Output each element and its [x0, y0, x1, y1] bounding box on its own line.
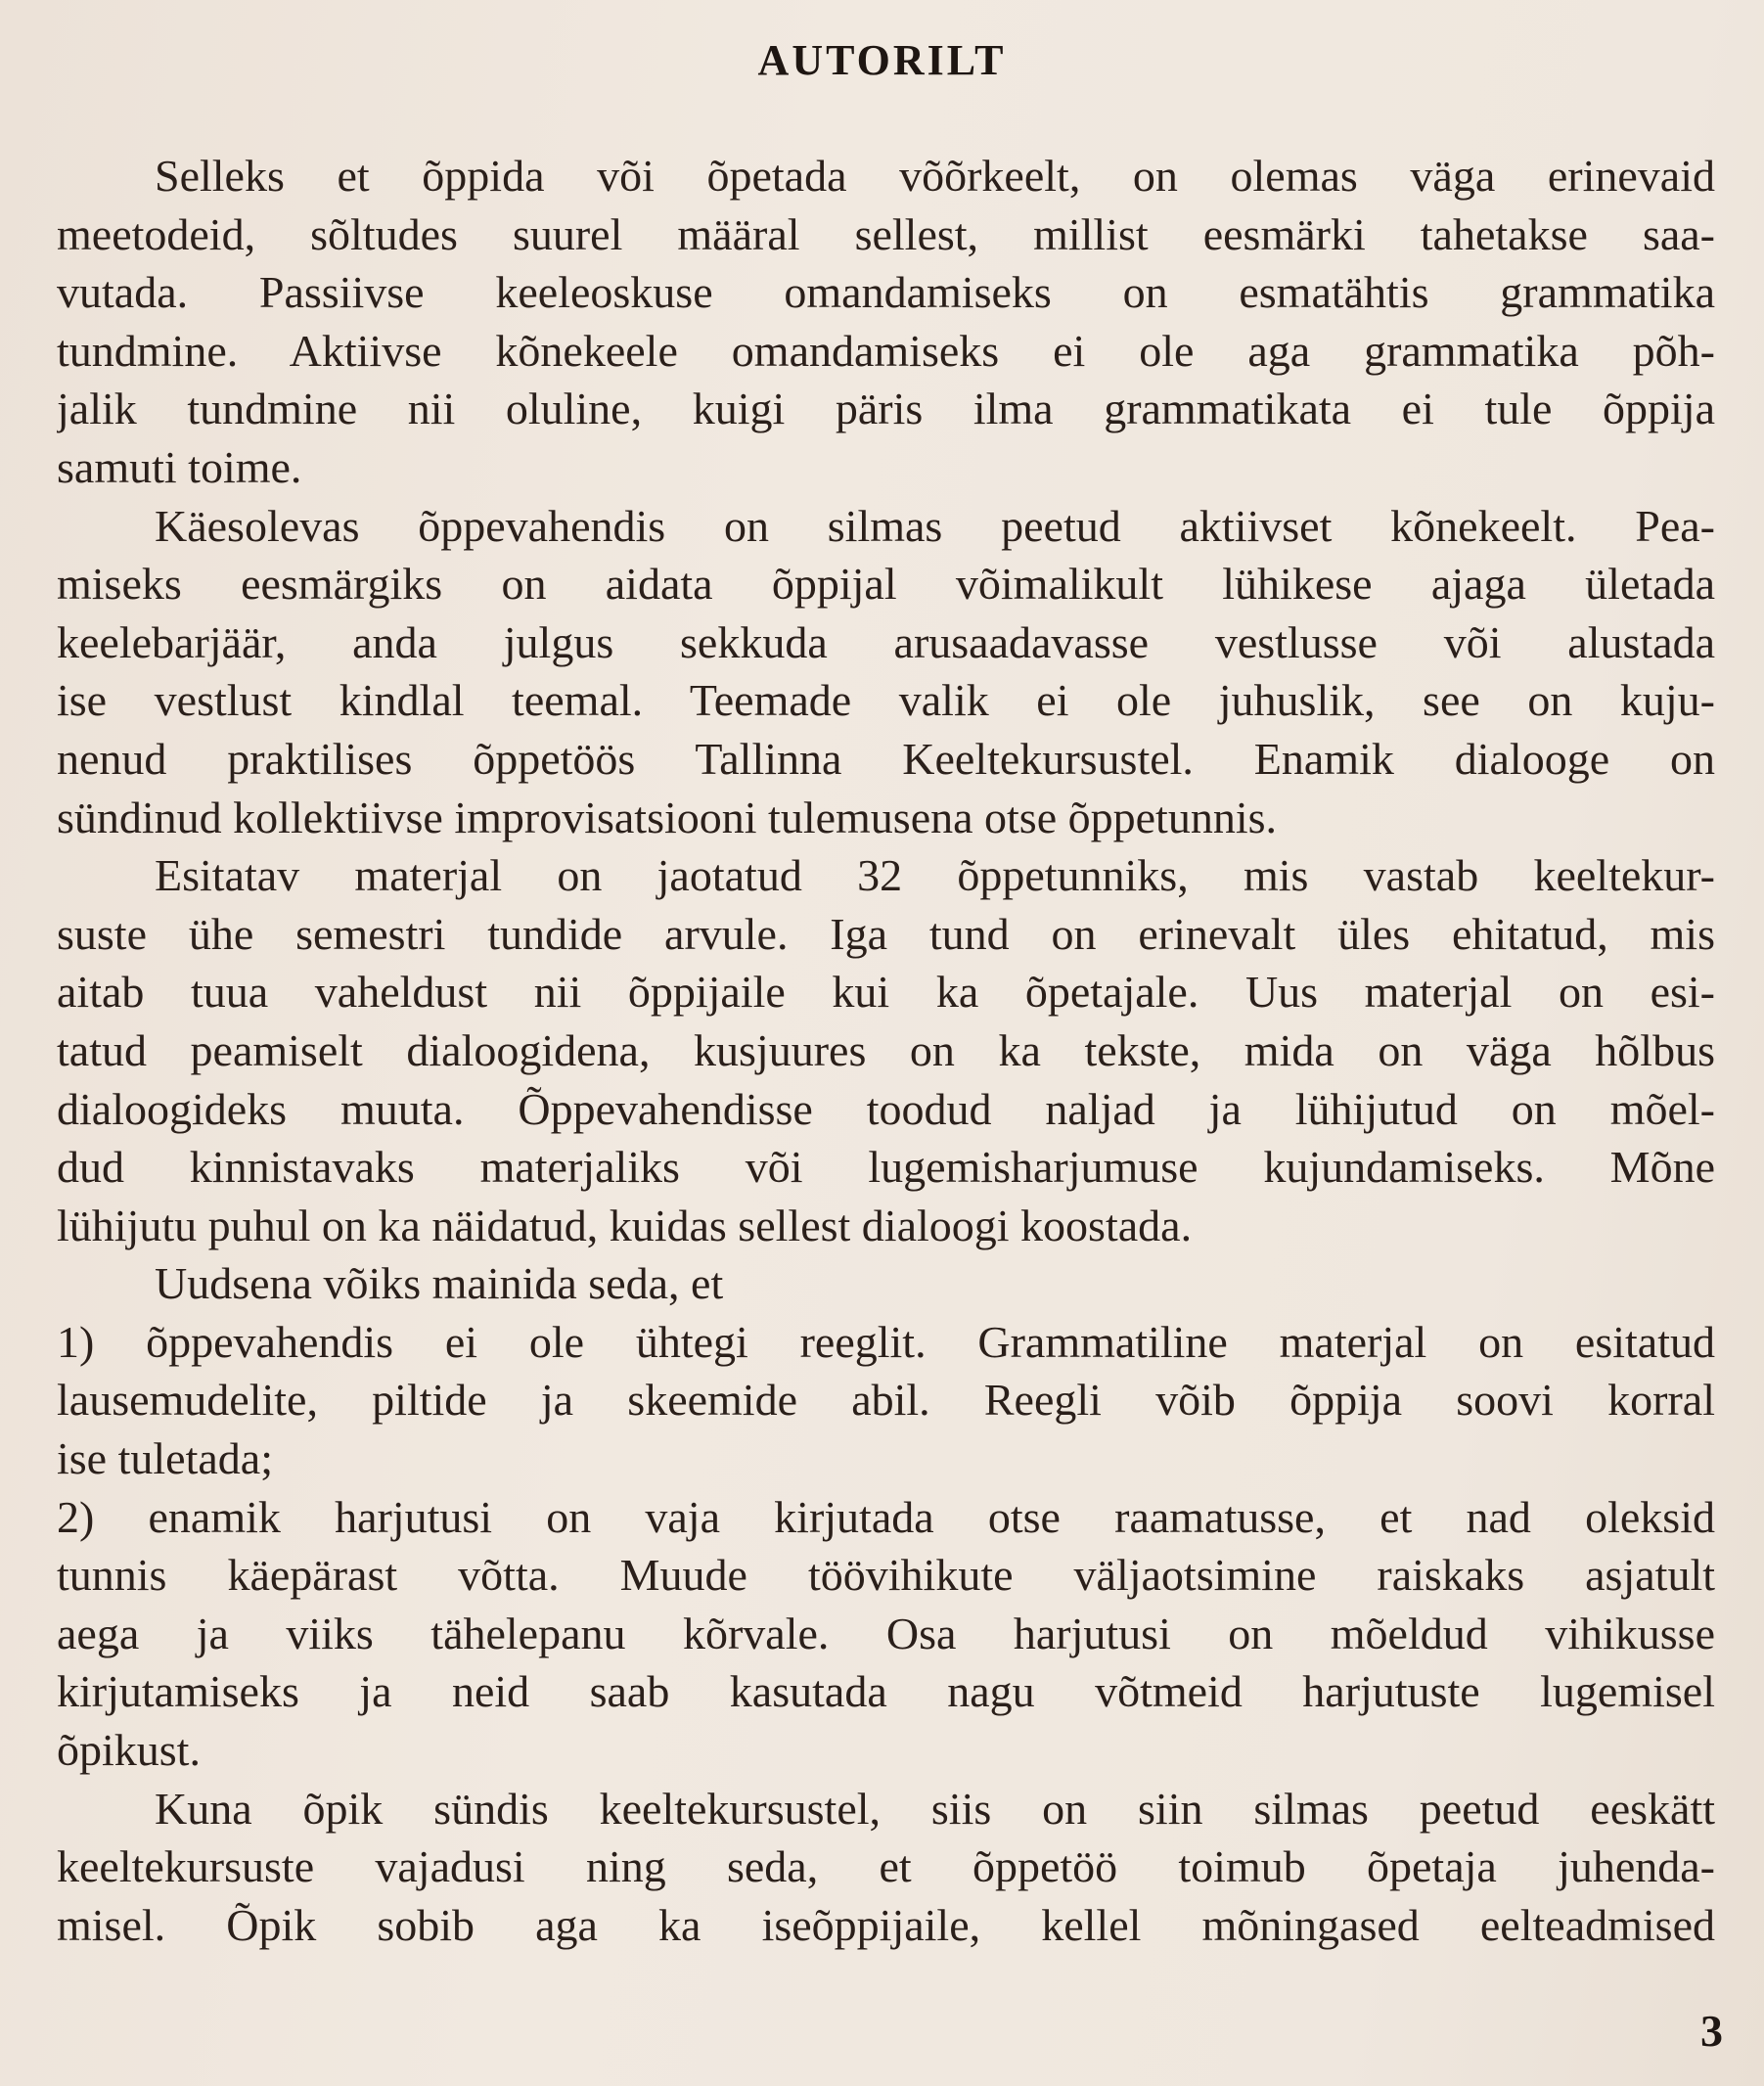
text-line: Uudsena võiks mainida seda, et: [155, 1258, 724, 1309]
text-line: nenud praktilises õppetöös Tallinna Keeltekursustel. Enamik dialooge on: [57, 733, 1715, 784]
text-line: Kuna õpik sündis keeltekursustel, siis on siin silmas peetud eeskätt: [155, 1783, 1715, 1834]
text-line: tatud peamiselt dialoogidena, kusjuures on ka tekste, mida on väga hõlbus: [57, 1024, 1715, 1075]
text-line: Selleks et õppida või õpetada võõrkeelt, on olemas väga erinevaid: [155, 151, 1715, 201]
text-line: lühijutu puhul on ka näidatud, kuidas sellest dialoogi koostada.: [57, 1200, 1193, 1250]
text-line: Esitatav materjal on jaotatud 32 õppetunniks, mis vastab keeltekur-: [155, 850, 1715, 901]
text-line: dud kinnistavaks materjaliks või lugemisharjumuse kujundamiseks. Mõne: [57, 1142, 1715, 1193]
text-line: suste ühe semestri tundide arvule. Iga tund on erinevalt üles ehitatud, mis: [57, 908, 1715, 959]
page-title: AUTORILT: [757, 36, 1007, 84]
list-item-line: aega ja viiks tähelepanu kõrvale. Osa harjutusi on mõeldud vihikusse: [57, 1608, 1715, 1658]
text-line: samuti toime.: [57, 441, 302, 492]
list-item-line: ise tuletada;: [57, 1433, 273, 1484]
text-line: keeltekursuste vajadusi ning seda, et õppetöö toimub õpetaja juhenda-: [57, 1841, 1715, 1892]
text-line: keelebarjäär, anda julgus sekkuda arusaadavasse vestlusse või alustada: [57, 616, 1715, 667]
list-item-line: tunnis käepärast võtta. Muude töövihikute väljaotsimine raiskaks asjatult: [57, 1550, 1715, 1601]
preface-text: [57, 147, 1715, 1954]
list-item-line: kirjutamiseks ja neid saab kasutada nagu võtmeid harjutuste lugemisel: [57, 1666, 1715, 1717]
text-line: Käesolevas õppevahendis on silmas peetud aktiivset kõnekeelt. Pea-: [155, 500, 1715, 551]
list-item-line: lausemudelite, piltide ja skeemide abil. Reegli võib õppija soovi korral: [57, 1375, 1715, 1426]
text-line: vutada. Passiivse keeleoskuse omandamiseks on esmatähtis grammatika: [57, 267, 1715, 318]
text-line: meetodeid, sõltudes suurel määral sellest, millist eesmärki tahetakse saa-: [57, 208, 1715, 259]
list-item-line: õpikust.: [57, 1725, 201, 1776]
text-line: ise vestlust kindlal teemal. Teemade valik ei ole juhuslik, see on kuju-: [57, 675, 1715, 726]
text-line: dialoogideks muuta. Õppevahendisse toodud naljad ja lühijutud on mõel-: [57, 1083, 1715, 1134]
text-line: sündinud kollektiivse improvisatsiooni tulemusena otse õppetunnis.: [57, 792, 1278, 842]
list-item-line: 2) enamik harjutusi on vaja kirjutada otse raamatusse, et nad oleksid: [57, 1491, 1715, 1542]
list-item-line: 1) õppevahendis ei ole ühtegi reeglit. Grammatiline materjal on esitatud: [57, 1316, 1715, 1367]
page-number: 3: [1700, 2006, 1723, 2056]
text-line: jalik tundmine nii oluline, kuigi päris ilma grammatikata ei tule õppija: [57, 384, 1715, 434]
text-line: aitab tuua vaheldust nii õppijaile kui ka õpetajale. Uus materjal on esi-: [57, 967, 1715, 1018]
text-line: miseks eesmärgiks on aidata õppijal võimalikult lühikese ajaga ületada: [57, 559, 1715, 610]
text-line: tundmine. Aktiivse kõnekeele omandamiseks ei ole aga grammatika põh-: [57, 325, 1715, 376]
text-line: misel. Õpik sobib aga ka iseõppijaile, kellel mõningased eelteadmised: [57, 1899, 1715, 1950]
